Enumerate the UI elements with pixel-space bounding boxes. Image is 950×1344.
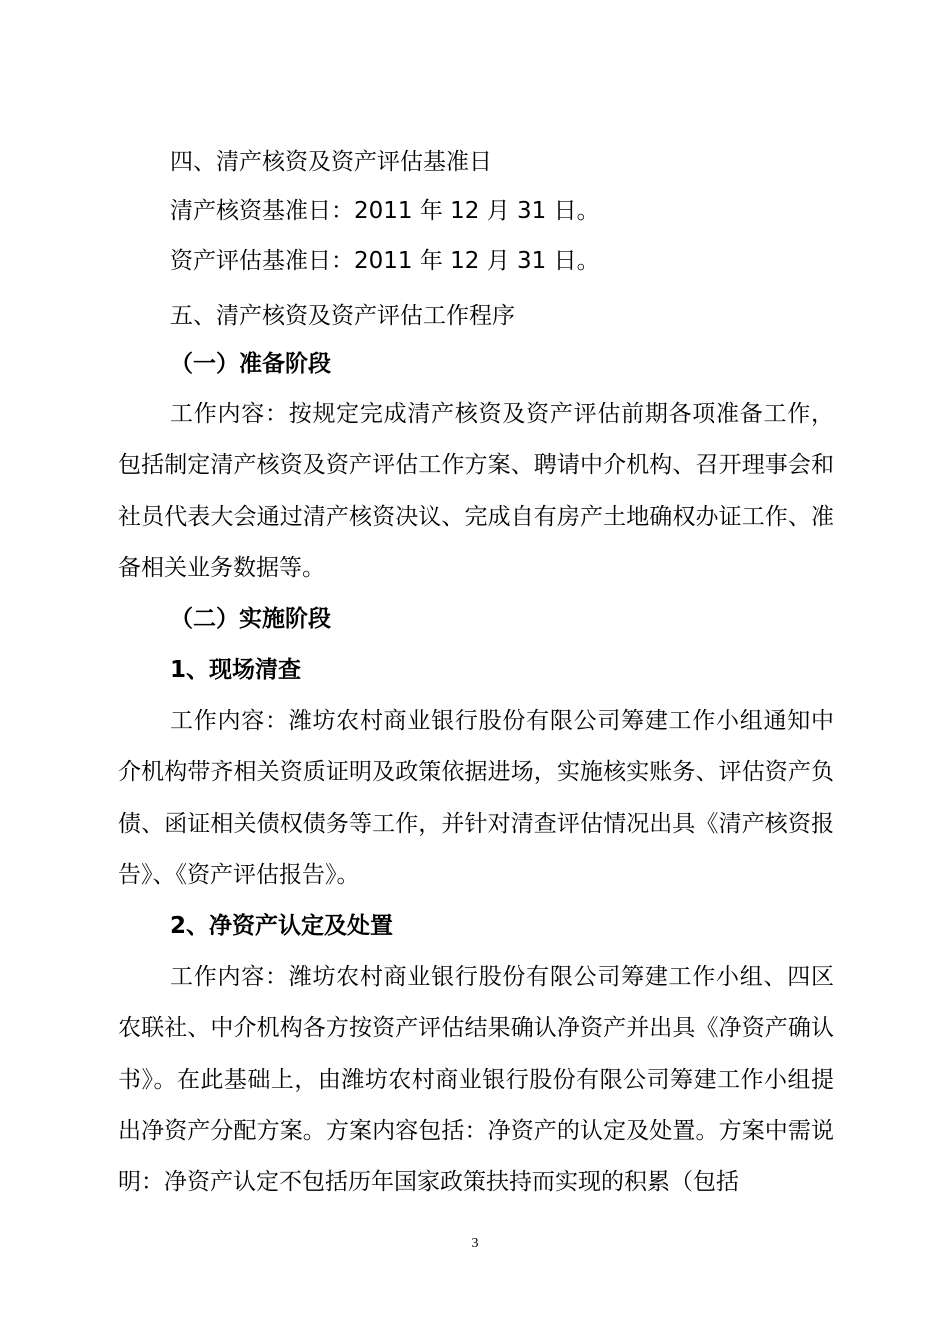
audit-base-date: 清产核资基准日：2011 年 12 月 31 日。 xyxy=(170,198,600,224)
stage-2-title: （二）实施阶段 xyxy=(170,606,331,632)
stage-2-sub-1-content: 工作内容：潍坊农村商业银行股份有限公司筹建工作小组通知中介机构带齐相关资质证明及政策依据进场，实施核实账务、评估资产负债、函证相关债权债务等工作，并针对清查评估情况出具《清产核资报告》、《资产评估报告》。 xyxy=(118,708,834,888)
stage-2-sub-2-content: 工作内容：潍坊农村商业银行股份有限公司筹建工作小组、四区农联社、中介机构各方按资产评估结果确认净资产并出具《净资产确认书》。在此基础上，由潍坊农村商业银行股份有限公司筹建工作小组提出净资产分配方案。方案内容包括：净资产的认定及处置。方案中需说明：净资产认定不包括历年国家政策扶持而实现的积累（包括 xyxy=(118,964,834,1196)
valuation-base-date: 资产评估基准日：2011 年 12 月 31 日。 xyxy=(170,248,600,274)
section-5-heading: 五、清产核资及资产评估工作程序 xyxy=(170,303,515,329)
stage-2-sub-1-title: 1、现场清查 xyxy=(170,657,302,683)
stage-2-sub-2-title: 2、净资产认定及处置 xyxy=(170,913,394,939)
stage-1-title: （一）准备阶段 xyxy=(170,351,331,377)
section-4-heading: 四、清产核资及资产评估基准日 xyxy=(170,149,492,175)
stage-1-content: 工作内容：按规定完成清产核资及资产评估前期各项准备工作，包括制定清产核资及资产评估工作方案、聘请中介机构、召开理事会和社员代表大会通过清产核资决议、完成自有房产土地确权办证工作、准备相关业务数据等。 xyxy=(118,401,834,581)
page-number: 3 xyxy=(471,1236,479,1251)
